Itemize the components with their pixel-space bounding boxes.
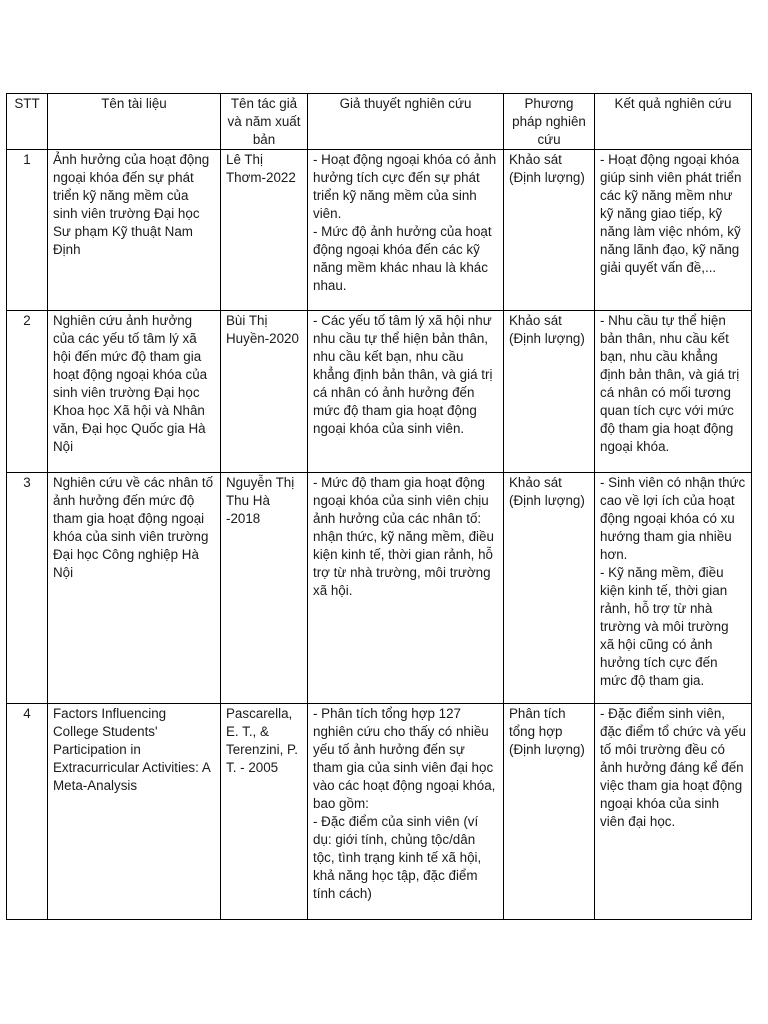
row-method: Khảo sát (Định lượng)	[504, 311, 595, 473]
literature-review-table	[6, 93, 752, 920]
table-row	[7, 311, 752, 473]
header-stt: STT	[7, 94, 48, 150]
row-author: Lê Thị Thơm-2022	[221, 150, 308, 311]
row-result: - Hoạt động ngoại khóa giúp sinh viên phát triển các kỹ năng mềm như kỹ năng giao tiếp, kỹ năng làm việc nhóm, kỹ năng lãnh đạo, kỹ năng giải quyết vấn đề,...	[595, 150, 752, 311]
row-author: Nguyễn Thị Thu Hà -2018	[221, 473, 308, 704]
row-method: Phân tích tổng hợp (Định lượng)	[504, 704, 595, 920]
header-result: Kết quả nghiên cứu	[595, 94, 752, 150]
header-title: Tên tài liệu	[48, 94, 221, 150]
row-result: - Đặc điểm sinh viên, đặc điểm tổ chức và yếu tố môi trường đều có ảnh hưởng đáng kể đến việc tham gia hoạt động ngoại khóa của sinh viên đại học.	[595, 704, 752, 920]
row-stt: 4	[7, 704, 48, 920]
row-method: Khảo sát (Định lượng)	[504, 473, 595, 704]
row-hypothesis: - Hoạt động ngoại khóa có ảnh hưởng tích cực đến sự phát triển kỹ năng mềm của sinh viên. - Mức độ ảnh hưởng của hoạt động ngoại khóa đến các kỹ năng mềm khác nhau là khác nhau.	[308, 150, 504, 311]
row-stt: 3	[7, 473, 48, 704]
header-method: Phương pháp nghiên cứu	[504, 94, 595, 150]
row-stt: 2	[7, 311, 48, 473]
table-row	[7, 473, 752, 704]
row-title: Factors Influencing College Students' Participation in Extracurricular Activities: A Meta-Analysis	[48, 704, 221, 920]
table-header-row	[7, 94, 752, 150]
row-title: Nghiên cứu ảnh hưởng của các yếu tố tâm lý xã hội đến mức độ tham gia hoạt động ngoại khóa của sinh viên trường Đại học Khoa học Xã hội và Nhân văn, Đại học Quốc gia Hà Nội	[48, 311, 221, 473]
row-author: Pascarella, E. T., & Terenzini, P. T. - 2005	[221, 704, 308, 920]
row-title: Ảnh hưởng của hoạt động ngoại khóa đến sự phát triển kỹ năng mềm của sinh viên trường Đại học Sư phạm Kỹ thuật Nam Định	[48, 150, 221, 311]
row-hypothesis: - Phân tích tổng hợp 127 nghiên cứu cho thấy có nhiều yếu tố ảnh hưởng đến sự tham gia của sinh viên đại học vào các hoạt động ngoại khóa, bao gồm: - Đặc điểm của sinh viên (ví dụ: giới tính, chủng tộc/dân tộc, tình trạng kinh tế xã hội, khả năng học tập, đặc điểm tính cách)	[308, 704, 504, 920]
row-result: - Nhu cầu tự thể hiện bản thân, nhu cầu kết bạn, nhu cầu khẳng định bản thân, và giá trị cá nhân có mối tương quan tích cực với mức độ tham gia hoạt động ngoại khóa.	[595, 311, 752, 473]
header-author: Tên tác giả và năm xuất bản	[221, 94, 308, 150]
header-hypothesis: Giả thuyết nghiên cứu	[308, 94, 504, 150]
row-result: - Sinh viên có nhận thức cao về lợi ích của hoạt động ngoại khóa có xu hướng tham gia nhiều hơn. - Kỹ năng mềm, điều kiện kinh tế, thời gian rảnh, hỗ trợ từ nhà trường và môi trường xã hội cũng có ảnh hưởng tích cực đến mức độ tham gia.	[595, 473, 752, 704]
row-title: Nghiên cứu về các nhân tố ảnh hưởng đến mức độ tham gia hoạt động ngoại khóa của sinh viên trường Đại học Công nghiệp Hà Nội	[48, 473, 221, 704]
row-stt: 1	[7, 150, 48, 311]
row-author: Bùi Thị Huyền-2020	[221, 311, 308, 473]
table-row	[7, 704, 752, 920]
row-method: Khảo sát (Định lượng)	[504, 150, 595, 311]
table-row	[7, 150, 752, 311]
row-hypothesis: - Các yếu tố tâm lý xã hội như nhu cầu tự thể hiện bản thân, nhu cầu kết bạn, nhu cầu khẳng định bản thân, và giá trị cá nhân có ảnh hưởng đến mức độ tham gia hoạt động ngoại khóa của sinh viên.	[308, 311, 504, 473]
row-hypothesis: - Mức độ tham gia hoạt động ngoại khóa của sinh viên chịu ảnh hưởng của các nhân tố: nhận thức, kỹ năng mềm, điều kiện kinh tế, thời gian rảnh, hỗ trợ từ nhà trường, môi trường xã hội.	[308, 473, 504, 704]
